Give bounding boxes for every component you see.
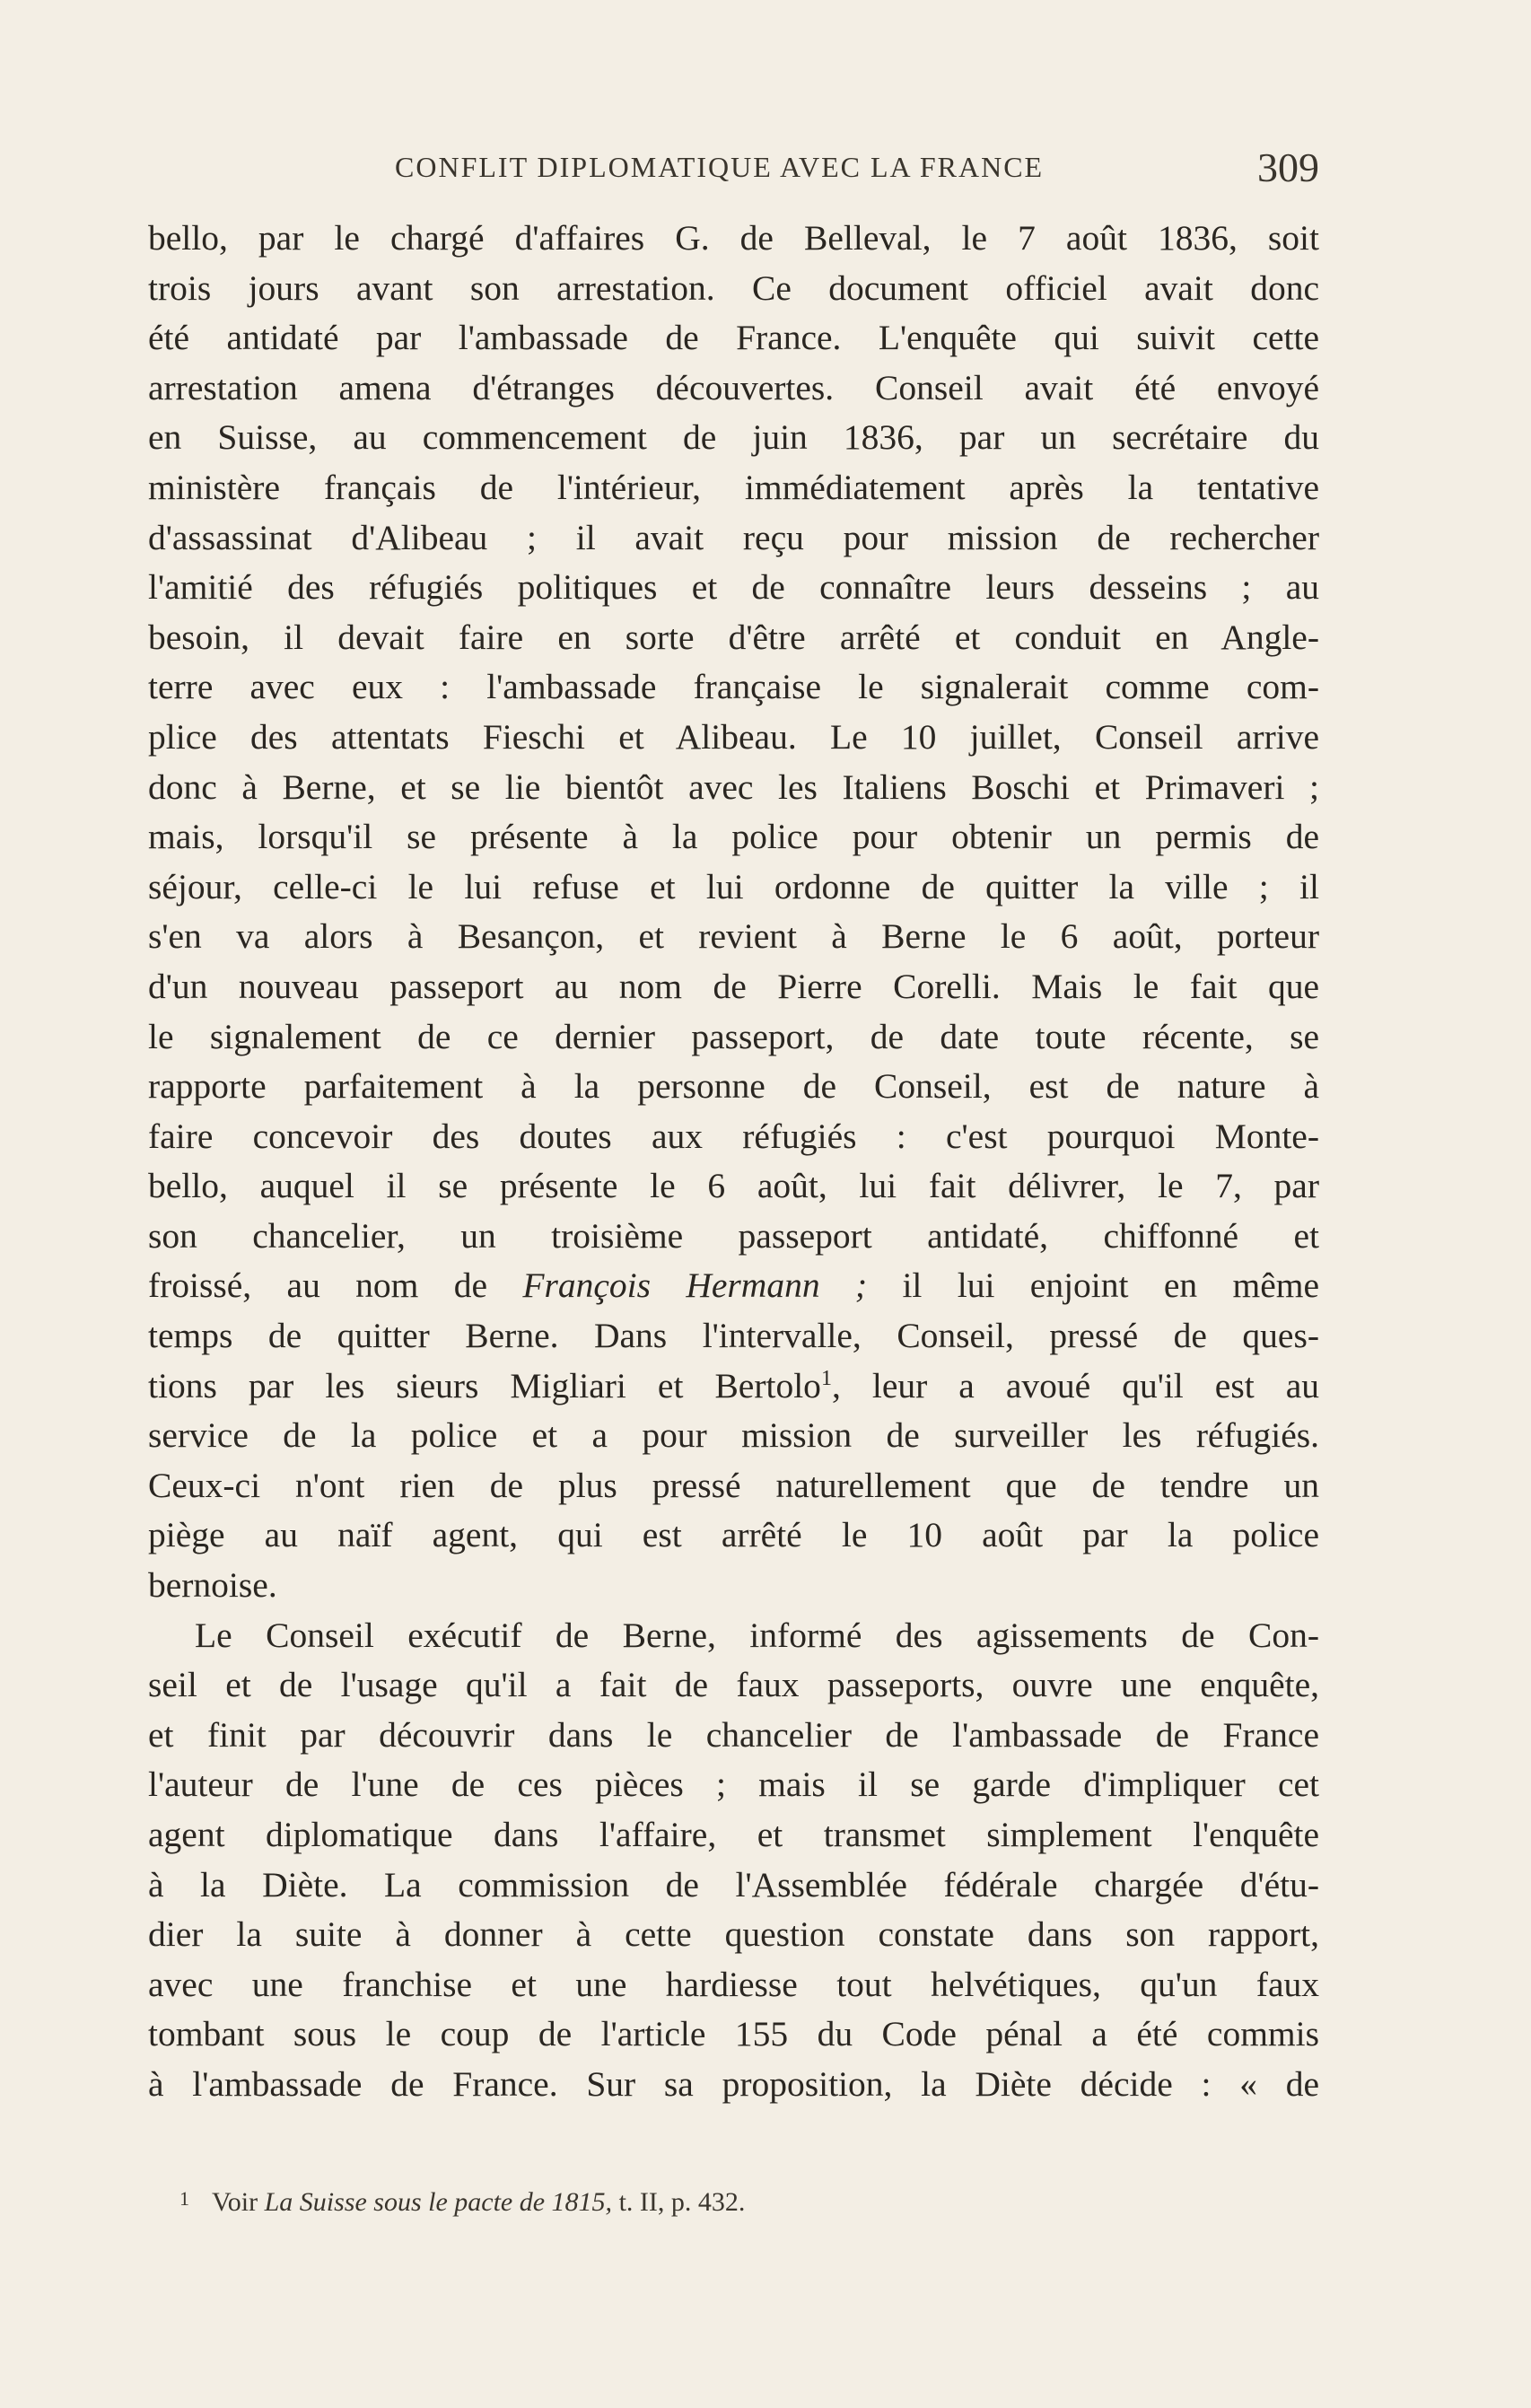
- text-line: l'amitié des réfugiés politiques et de connaître leurs desseins ; au: [148, 567, 1319, 608]
- text-line: et finit par découvrir dans le chancelier de l'ambassade de France: [148, 1714, 1319, 1755]
- italic-name: François Hermann ;: [522, 1265, 868, 1306]
- text-line: bernoise.: [148, 1565, 277, 1606]
- text-line: d'assassinat d'Alibeau ; il avait reçu pour mission de rechercher: [148, 517, 1319, 557]
- text-line: piège au naïf agent, qui est arrêté le 10 août par la police: [148, 1515, 1319, 1555]
- text-line: Ceux-ci n'ont rien de plus pressé naturellement que de tendre un: [148, 1465, 1319, 1505]
- text-line: séjour, celle-ci le lui refuse et lui ordonne de quitter la ville ; il: [148, 866, 1319, 906]
- text-line: le signalement de ce dernier passeport, de date toute récente, se: [148, 1016, 1319, 1056]
- page-number: 309: [1257, 144, 1319, 190]
- text-line: [148, 1261, 1319, 1311]
- text-line: agent diplomatique dans l'affaire, et transmet simplement l'enquête: [148, 1815, 1319, 1854]
- text-line: l'auteur de l'une de ces pièces ; mais il se garde d'impliquer cet: [148, 1764, 1319, 1805]
- footnote: [179, 2187, 745, 2218]
- body-text: [148, 214, 1319, 2110]
- text-line: besoin, il devait faire en sorte d'être arrêté et conduit en Angle-: [148, 617, 1319, 657]
- text-line: avec une franchise et une hardiesse tout helvétiques, qu'un faux: [148, 1964, 1319, 2004]
- text-line: s'en va alors à Besançon, et revient à Berne le 6 août, porteur: [148, 916, 1319, 957]
- text-line: été antidaté par l'ambassade de France. L'enquête qui suivit cette: [148, 318, 1319, 358]
- text-line: tombant sous le coup de l'article 155 du Code pénal a été commis: [148, 2014, 1319, 2054]
- text-segment: , leur a avoué qu'il est au: [831, 1365, 1319, 1405]
- text-line: temps de quitter Berne. Dans l'intervalle, Conseil, pressé de ques-: [148, 1316, 1319, 1356]
- text-line: son chancelier, un troisième passeport antidaté, chiffonné et: [148, 1215, 1319, 1256]
- running-title: CONFLIT DIPLOMATIQUE AVEC LA FRANCE: [395, 151, 1045, 183]
- text-line: seil et de l'usage qu'il a fait de faux passeports, ouvre une enquête,: [148, 1665, 1319, 1705]
- text-line: à l'ambassade de France. Sur sa proposition, la Diète décide : « de: [148, 2063, 1319, 2104]
- footnote-title: La Suisse sous le pacte de 1815,: [264, 2187, 613, 2217]
- text-segment: froissé, au nom de: [148, 1265, 488, 1306]
- footnote-reference: 1: [820, 1366, 832, 1390]
- text-line: ministère français de l'intérieur, immédiatement après la tentative: [148, 467, 1319, 507]
- footnote-mark: 1: [179, 2187, 189, 2210]
- text-segment: il lui enjoint en même: [902, 1265, 1319, 1306]
- text-line: mais, lorsqu'il se présente à la police pour obtenir un permis de: [148, 817, 1319, 857]
- text-line: d'un nouveau passeport au nom de Pierre Corelli. Mais le fait que: [148, 966, 1319, 1006]
- text-line: dier la suite à donner à cette question constate dans son rapport,: [148, 1914, 1319, 1955]
- text-line: donc à Berne, et se lie bientôt avec les Italiens Boschi et Primaveri ;: [148, 766, 1319, 807]
- text-line: bello, auquel il se présente le 6 août, lui fait délivrer, le 7, par: [148, 1166, 1319, 1206]
- footnote-prefix: Voir: [211, 2187, 258, 2217]
- text-line: à la Diète. La commission de l'Assemblée fédérale chargée d'étu-: [148, 1864, 1319, 1905]
- text-line: arrestation amena d'étranges découvertes. Conseil avait été envoyé: [148, 367, 1319, 407]
- text-line: plice des attentats Fieschi et Alibeau. Le 10 juillet, Conseil arrive: [148, 716, 1319, 757]
- text-line: rapporte parfaitement à la personne de Conseil, est de nature à: [148, 1066, 1319, 1107]
- text-line: service de la police et a pour mission de surveiller les réfugiés.: [148, 1415, 1319, 1456]
- text-line: en Suisse, au commencement de juin 1836, par un secrétaire du: [148, 417, 1319, 458]
- text-line: [148, 1362, 1319, 1412]
- text-line: trois jours avant son arrestation. Ce document officiel avait donc: [148, 267, 1319, 308]
- footnote-suffix: t. II, p. 432.: [618, 2187, 746, 2217]
- text-segment: tions par les sieurs Migliari et Bertolo: [148, 1365, 821, 1405]
- text-line: faire concevoir des doutes aux réfugiés : c'est pourquoi Monte-: [148, 1116, 1319, 1156]
- text-line: Le Conseil exécutif de Berne, informé des agissements de Con-: [195, 1615, 1319, 1655]
- text-line: terre avec eux : l'ambassade française le signalerait comme com-: [148, 667, 1319, 707]
- running-head: [148, 144, 1319, 188]
- text-line: bello, par le chargé d'affaires G. de Belleval, le 7 août 1836, soit: [148, 218, 1319, 258]
